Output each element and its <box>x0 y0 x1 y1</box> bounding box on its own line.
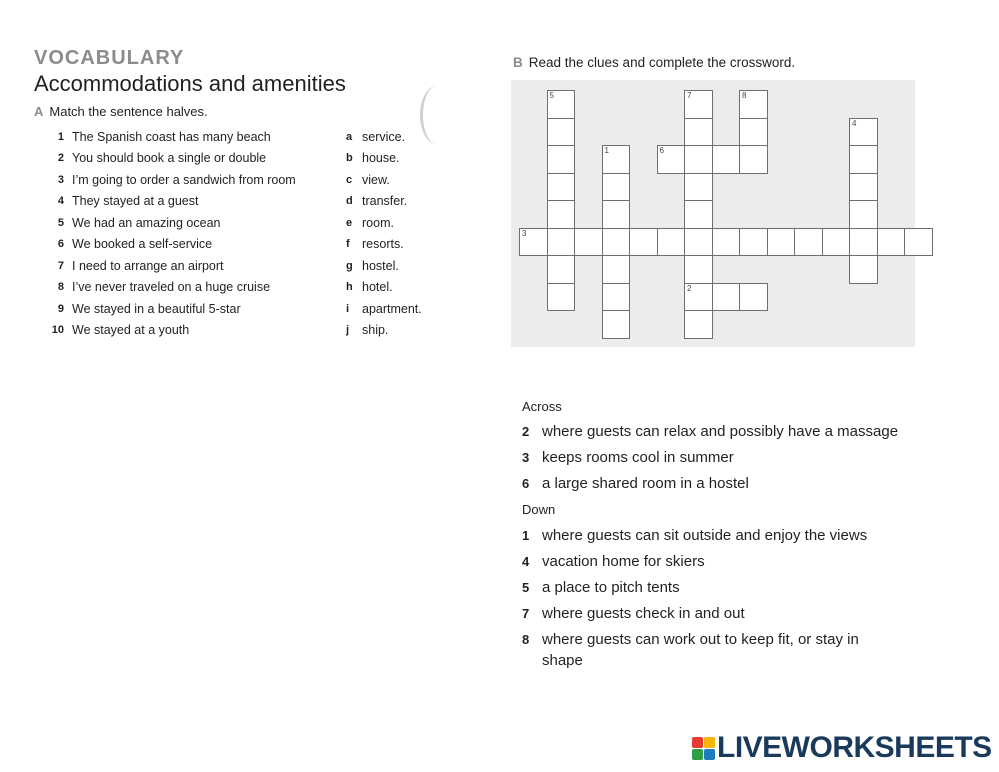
sentence-ending: ship. <box>362 323 389 337</box>
crossword-cell[interactable] <box>904 228 933 257</box>
exercise-a-instruction: Match the sentence halves. <box>49 104 208 119</box>
item-number: 2 <box>57 152 64 164</box>
sentence-ending: service. <box>362 130 406 144</box>
crossword-cell[interactable] <box>602 228 631 257</box>
sentence-start: I’ve never traveled on a huge cruise <box>72 280 271 294</box>
crossword-cell[interactable] <box>547 173 576 202</box>
crossword-cell[interactable] <box>574 228 603 257</box>
down-heading: Down <box>522 502 556 517</box>
item-number: 9 <box>57 303 64 315</box>
clue-text: where guests can sit outside and enjoy the views <box>542 527 868 544</box>
crossword-cell[interactable] <box>684 118 713 147</box>
crossword-cell[interactable] <box>849 173 878 202</box>
sentence-ending: hotel. <box>362 280 393 294</box>
item-number: 5 <box>57 217 64 229</box>
section-label: VOCABULARY <box>34 47 185 69</box>
clue-number: 6 <box>522 476 530 491</box>
crossword-cell[interactable] <box>602 283 631 312</box>
sentence-ending: hostel. <box>362 259 399 273</box>
exercise-b-letter: B <box>513 55 523 70</box>
ending-letter: i <box>346 303 350 315</box>
crossword-cell[interactable] <box>794 228 823 257</box>
clue-text: a large shared room in a hostel <box>542 475 749 492</box>
sentence-ending: transfer. <box>362 194 408 208</box>
crossword-cell[interactable] <box>547 228 576 257</box>
crossword-cell[interactable] <box>602 200 631 229</box>
sentence-start: We stayed in a beautiful 5-star <box>72 302 241 316</box>
ending-letter: j <box>346 324 350 336</box>
crossword-cell[interactable] <box>684 255 713 284</box>
clue-number: 5 <box>522 580 530 595</box>
crossword-cell[interactable] <box>849 145 878 174</box>
clue-number: 1 <box>522 528 530 543</box>
crossword-cell[interactable] <box>602 173 631 202</box>
logo-text: LIVEWORKSHEETS <box>717 731 992 764</box>
crossword-cell[interactable] <box>739 283 768 312</box>
sentence-start: We had an amazing ocean <box>72 216 221 230</box>
crossword-cell[interactable] <box>822 228 851 257</box>
crossword-cell[interactable] <box>767 228 796 257</box>
crossword-cell[interactable] <box>849 228 878 257</box>
sentence-ending: apartment. <box>362 302 422 316</box>
item-number: 8 <box>57 281 64 293</box>
ending-letter: a <box>346 131 353 143</box>
sentence-start: We booked a self-service <box>72 237 213 251</box>
page-curl-decoration <box>420 86 453 144</box>
crossword-cell[interactable] <box>602 255 631 284</box>
crossword-cell[interactable] <box>684 228 713 257</box>
ending-letter: e <box>346 217 353 229</box>
crossword-cell[interactable] <box>547 200 576 229</box>
clue-text: vacation home for skiers <box>542 553 705 570</box>
clue-text: where guests can relax and possibly have a massage <box>542 423 899 440</box>
crossword-clue-number: 3 <box>522 228 527 238</box>
sentence-ending: room. <box>362 216 394 230</box>
across-heading: Across <box>522 399 562 414</box>
clue-text: where guests can work out to keep fit, or stay in shape <box>542 631 859 669</box>
crossword-cell[interactable] <box>547 118 576 147</box>
crossword-cell[interactable] <box>739 228 768 257</box>
crossword-clue-number: 4 <box>852 118 857 128</box>
item-number: 1 <box>57 131 64 143</box>
sentence-start: The Spanish coast has many beach <box>72 130 271 144</box>
logo-mark-icon <box>692 737 715 760</box>
crossword-cell[interactable] <box>547 255 576 284</box>
item-number: 6 <box>57 238 64 250</box>
crossword-clue-number: 1 <box>604 146 609 155</box>
ending-letter: b <box>346 152 353 164</box>
ending-letter: h <box>346 281 353 293</box>
crossword-cell[interactable] <box>684 310 713 339</box>
clue-number: 4 <box>522 554 530 569</box>
crossword-grid <box>511 80 915 347</box>
crossword-clue-number: 2 <box>687 283 692 293</box>
clue-text: a place to pitch tents <box>542 579 680 596</box>
ending-letter: c <box>346 174 353 186</box>
crossword-clue-number: 8 <box>742 91 747 100</box>
exercise-a-letter: A <box>34 104 44 119</box>
crossword-cell[interactable] <box>602 310 631 339</box>
clue-number: 3 <box>522 450 530 465</box>
clue-text: where guests check in and out <box>542 605 745 622</box>
crossword-cell[interactable] <box>712 145 741 174</box>
page-title: Accommodations and amenities <box>34 71 346 96</box>
crossword-cell[interactable] <box>739 145 768 174</box>
crossword-cell[interactable] <box>877 228 906 257</box>
exercise-a-heading <box>34 104 208 119</box>
crossword-cell[interactable] <box>684 145 713 174</box>
crossword-cell[interactable] <box>657 228 686 257</box>
crossword-cell[interactable] <box>547 145 576 174</box>
crossword-cell[interactable] <box>739 118 768 147</box>
crossword-cell[interactable] <box>684 200 713 229</box>
crossword-cell[interactable] <box>712 283 741 312</box>
crossword-cell[interactable] <box>849 255 878 284</box>
crossword-cell[interactable] <box>712 228 741 257</box>
clue-text: keeps rooms cool in summer <box>542 449 734 466</box>
crossword-cell[interactable] <box>849 200 878 229</box>
item-number: 4 <box>57 195 64 207</box>
exercise-b-instruction: Read the clues and complete the crossword. <box>528 55 796 70</box>
item-number: 7 <box>57 260 64 272</box>
sentence-start: We stayed at a youth <box>72 323 190 337</box>
sentence-ending: view. <box>362 173 390 187</box>
ending-letter: g <box>346 260 353 272</box>
sentence-start: You should book a single or double <box>72 151 267 165</box>
ending-letter: f <box>346 238 350 250</box>
sentence-start: I’m going to order a sandwich from room <box>72 173 296 187</box>
crossword-clue-number: 5 <box>549 91 554 100</box>
sentence-start: They stayed at a guest <box>72 194 199 208</box>
item-number: 10 <box>51 324 64 336</box>
crossword-cell[interactable] <box>547 283 576 312</box>
sentence-ending: resorts. <box>362 237 404 251</box>
liveworksheets-logo <box>692 731 992 765</box>
clue-number: 7 <box>522 606 530 621</box>
sentence-start: I need to arrange an airport <box>72 259 224 273</box>
crossword-cell[interactable] <box>629 228 658 257</box>
crossword-cell[interactable] <box>684 173 713 202</box>
crossword-clue-number: 6 <box>659 146 664 155</box>
exercise-b-heading <box>513 55 795 70</box>
item-number: 3 <box>57 174 64 186</box>
clue-number: 2 <box>522 424 530 439</box>
ending-letter: d <box>346 195 353 207</box>
clue-number: 8 <box>522 632 530 647</box>
sentence-ending: house. <box>362 151 400 165</box>
crossword-clue-number: 7 <box>687 91 692 100</box>
